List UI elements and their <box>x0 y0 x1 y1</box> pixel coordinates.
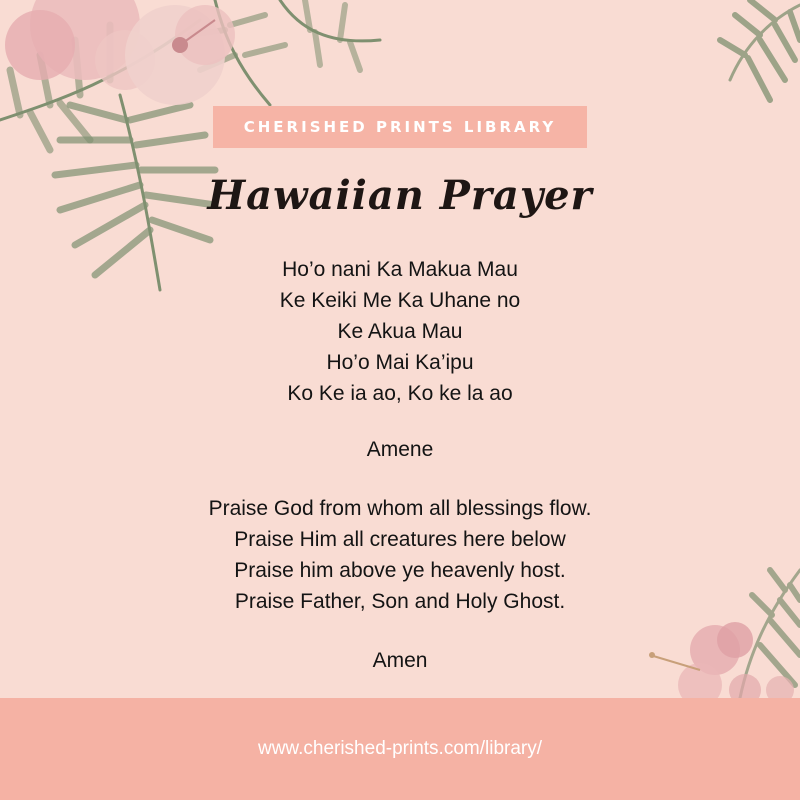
verse-line: Ke Keiki Me Ka Uhane no <box>279 289 521 312</box>
palm-frond-top-right <box>720 0 800 100</box>
hawaiian-amen <box>0 434 800 465</box>
english-amen <box>0 645 800 676</box>
amen-line: Amene <box>366 438 434 461</box>
verse-line: Ho’o nani Ka Makua Mau <box>282 258 518 281</box>
verse-line: Praise Father, Son and Holy Ghost. <box>234 590 566 613</box>
verse-line: Ho’o Mai Ka’ipu <box>326 351 474 374</box>
brand-label: CHERISHED PRINTS LIBRARY <box>243 118 557 136</box>
footer-url-link[interactable]: www.cherished-prints.com/library/ <box>257 738 543 759</box>
verse-line: Praise Him all creatures here below <box>234 528 566 551</box>
english-verse <box>0 493 800 617</box>
verse-line: Ke Akua Mau <box>337 320 463 343</box>
verse-line: Praise God from whom all blessings flow. <box>208 497 592 520</box>
brand-banner <box>213 106 587 148</box>
prayer-title: Hawaiian Prayer <box>207 172 593 219</box>
hibiscus-flowers-top-left <box>5 0 235 105</box>
amen-line: Amen <box>372 649 428 672</box>
verse-line: Ko Ke ia ao, Ko ke la ao <box>287 382 513 405</box>
footer-bar <box>0 698 800 800</box>
hawaiian-verse <box>0 254 800 409</box>
verse-line: Praise him above ye heavenly host. <box>234 559 566 582</box>
